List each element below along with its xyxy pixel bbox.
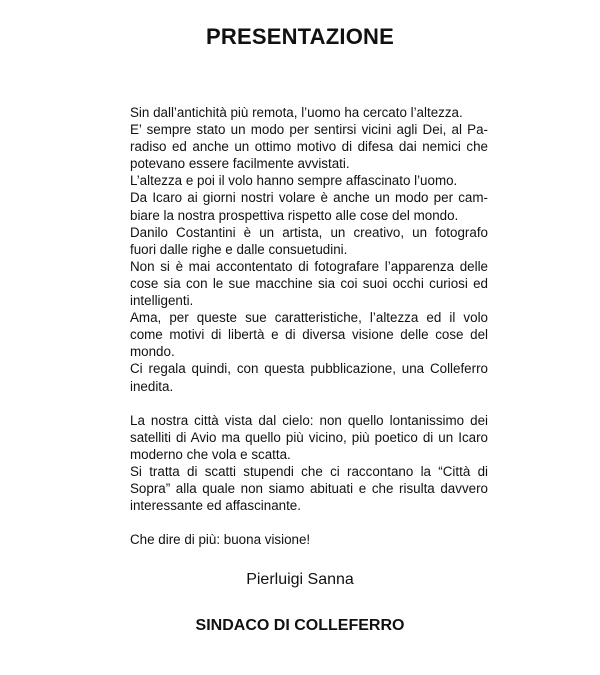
text-line: Ama, per queste sue caratteristiche, l’altezza ed il volo [130, 310, 488, 326]
text-line: inedita. [130, 378, 174, 394]
author-office: SINDACO DI COLLEFERRO [195, 617, 405, 634]
text-line: Non si è mai accontentato di fotografare l’apparenza delle [130, 258, 488, 274]
text-line: cose sia con le sue macchine sia coi suoi occhi curiosi ed [130, 275, 488, 291]
text-line: mondo. [130, 344, 175, 360]
text-line: Che dire di più: buona visione! [130, 532, 311, 548]
text-line: Si tratta di scatti stupendi che ci raccontano la “Città di [130, 463, 488, 479]
author-signature: Pierluigi Sanna [246, 571, 354, 588]
text-line: moderno che vola e scatta. [130, 446, 291, 462]
presentation-text [130, 104, 488, 548]
text-line: interessante ed affascinante. [130, 498, 301, 514]
page-title: PRESENTAZIONE [206, 24, 394, 49]
text-line: L’altezza e poi il volo hanno sempre affascinato l’uomo. [130, 173, 458, 189]
text-line: biare la nostra prospettiva rispetto alle cose del mondo. [130, 207, 459, 223]
text-line: Da Icaro ai giorni nostri volare è anche un modo per cam- [130, 190, 488, 206]
text-line: Danilo Costantini è un artista, un creativo, un fotografo [130, 224, 488, 240]
paragraph-gap [130, 514, 488, 531]
text-line: Sin dall’antichità più remota, l’uomo ha cercato l’altezza. [130, 105, 463, 120]
text-line: radiso ed anche un ottimo motivo di difesa dai nemici che [130, 139, 488, 155]
paragraph [130, 531, 488, 548]
text-line: come motivi di libertà e di diversa visione delle cose del [130, 327, 488, 343]
paragraph-gap [130, 395, 488, 412]
paragraph [130, 104, 488, 395]
text-line: Sopra” alla quale non siamo abituati e che risulta davvero [130, 481, 488, 497]
text-line: satelliti di Avio ma quello più vicino, più poetico di un Icaro [130, 429, 488, 445]
paragraph [130, 412, 488, 515]
text-line: Ci regala quindi, con questa pubblicazione, una Colleferro [130, 361, 488, 377]
text-line: potevano essere facilmente avvistati. [130, 156, 350, 172]
text-line: fuori dalle righe e dalle consuetudini. [130, 241, 348, 257]
text-line: La nostra città vista dal cielo: non quello lontanissimo dei [130, 412, 488, 428]
text-line: intelligenti. [130, 293, 194, 309]
text-line: E’ sempre stato un modo per sentirsi vicini agli Dei, al Pa- [130, 122, 488, 138]
